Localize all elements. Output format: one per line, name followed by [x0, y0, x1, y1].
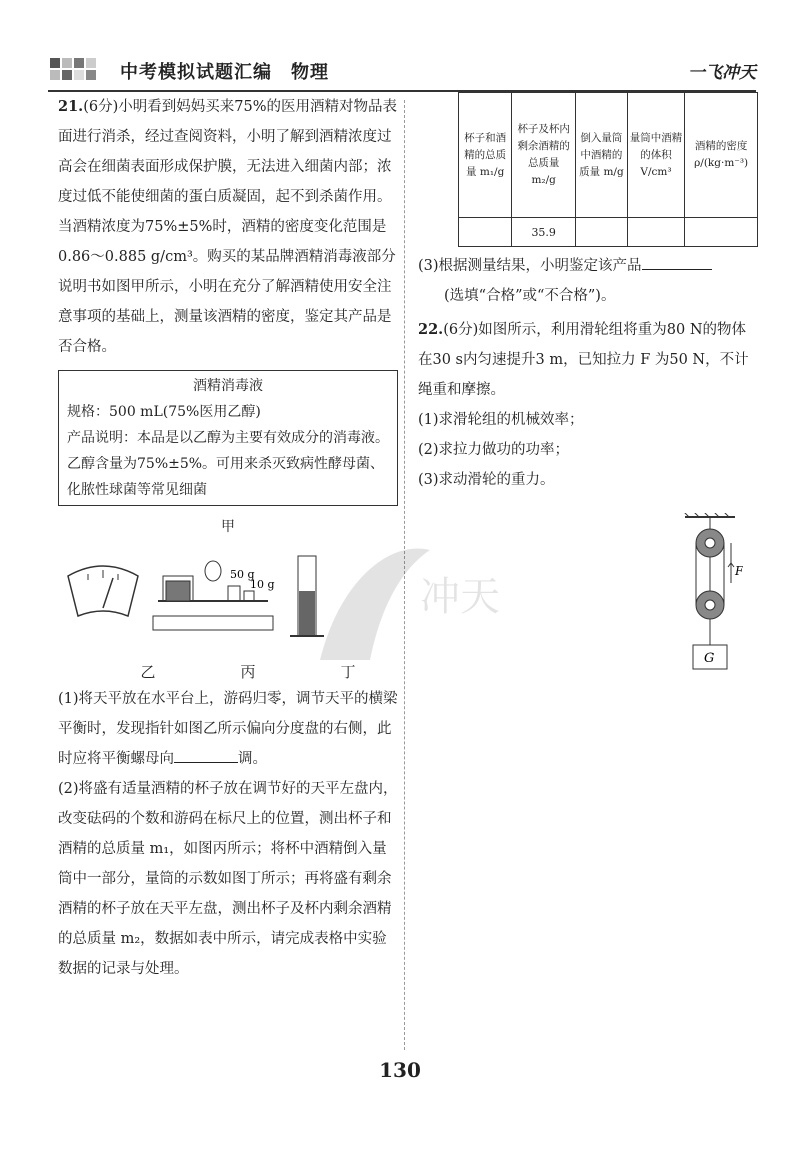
- q21-part3: [418, 251, 758, 281]
- answer-blank-1[interactable]: [174, 748, 238, 763]
- header-title: 中考模拟试题汇编 物理: [120, 62, 329, 83]
- page-header: [48, 52, 756, 90]
- instruction-label-box: [58, 370, 398, 506]
- table-header-row: [459, 93, 758, 218]
- label-desc: 产品说明：本品是以乙醇为主要有效成分的消毒液。乙醇含量为75%±5%。可用来杀灭致病性酵母菌、化脓性球菌等常见细菌: [67, 430, 389, 498]
- svg-text:冲天: 冲天: [420, 574, 500, 620]
- q21-part2: (2)将盛有适量酒精的杯子放在调节好的天平左盘内，改变砝码的个数和游码在标尺上的位置，测出杯子和酒精的总质量 m₁，如图丙所示；将杯中酒精倒入量筒中一部分，量筒的示数如图丁所示；再将盛有剩余酒精的杯子放在天平左盘，测出杯子及杯内剩余酒精的总质量 m₂，数据如表中所示，请完成表格中实验数据的记录与处理。: [58, 781, 398, 977]
- q21-part1-tail: 调。: [238, 751, 267, 767]
- caption-ding: 丁: [340, 663, 356, 681]
- table-header: 杯子及杯内剩余酒精的总质量 m₂/g: [512, 93, 576, 218]
- weight-50g: 50 g: [230, 568, 255, 581]
- table-cell[interactable]: [685, 218, 758, 247]
- label-title: 酒精消毒液: [193, 378, 263, 394]
- q22-item-3: (3)求动滑轮的重力。: [418, 472, 555, 488]
- figure-jia-label: 甲: [221, 519, 235, 535]
- force-label: F: [735, 564, 743, 578]
- q21-part1: [58, 684, 398, 774]
- label-spec: 规格：500 mL(75%医用乙醇): [67, 404, 261, 420]
- q22-item-1: (1)求滑轮组的机械效率；: [418, 412, 584, 428]
- table-header: 酒精的密度 ρ/(kg·m⁻³): [685, 93, 758, 218]
- q21-intro-text: (6分)小明看到妈妈买来75%的医用酒精对物品表面进行消杀，经过查阅资料，小明了解到酒精浓度过高会在细菌表面形成保护膜，无法进入细菌内部；浓度过低不能使细菌的蛋白质凝固，起不到杀菌作用。当酒精浓度为75%±5%时，酒精的密度变化范围是0.86～0.885 g/cm³。购买的某品牌酒精消毒液部分说明书如图甲所示，小明在充分了解酒精使用安全注意事项的基础上，测量该酒精的密度，鉴定其产品是否合格。: [58, 99, 398, 355]
- balance-figure: [153, 561, 275, 630]
- q22-intro: [418, 315, 758, 405]
- apparatus-figures: [58, 546, 398, 646]
- q21-intro: [58, 92, 398, 362]
- q22-item-2: (2)求拉力做功的功率；: [418, 442, 570, 458]
- header-brand: 一飞冲天: [688, 63, 756, 83]
- caption-bing: 丙: [240, 663, 256, 681]
- dial-figure: [68, 566, 138, 616]
- q22-number: 22.: [418, 321, 444, 338]
- q21-part1-text: (1)将天平放在水平台上，游码归零，调节天平的横梁平衡时，发现指针如图乙所示偏向分度盘的右侧，此时应将平衡螺母向: [58, 691, 398, 767]
- table-cell[interactable]: [576, 218, 628, 247]
- q21-part3-text: (3)根据测量结果，小明鉴定该产品: [418, 258, 642, 274]
- q22-intro-text: (6分)如图所示，利用滑轮组将重为80 N的物体在30 s内匀速提升3 m，已知拉力 F 为50 N，不计绳重和摩擦。: [418, 322, 749, 398]
- figures-row: [58, 546, 398, 681]
- cylinder-figure: [290, 556, 324, 636]
- table-header: 量筒中酒精的体积 V/cm³: [627, 93, 685, 218]
- page-number: 130: [379, 1058, 421, 1082]
- table-header: 倒入量筒中酒精的质量 m/g: [576, 93, 628, 218]
- weight-10g: 10 g: [250, 578, 275, 591]
- left-column: [58, 92, 398, 984]
- header-checker-logo: [48, 52, 104, 90]
- q21-number: 21.: [58, 98, 84, 115]
- pulley-system-figure: [683, 513, 743, 683]
- table-cell[interactable]: [627, 218, 685, 247]
- figure-captions: [98, 657, 398, 687]
- table-cell[interactable]: [459, 218, 512, 247]
- table-header: 杯子和酒精的总质量 m₁/g: [459, 93, 512, 218]
- table-row: [459, 218, 758, 247]
- caption-yi: 乙: [140, 663, 156, 681]
- weight-label: G: [704, 651, 715, 666]
- q21-part3-hint: (选填“合格”或“不合格”)。: [444, 288, 616, 304]
- right-column: [418, 92, 758, 694]
- answer-blank-3[interactable]: [642, 255, 712, 270]
- data-table: [458, 92, 758, 247]
- table-cell: 35.9: [512, 218, 576, 247]
